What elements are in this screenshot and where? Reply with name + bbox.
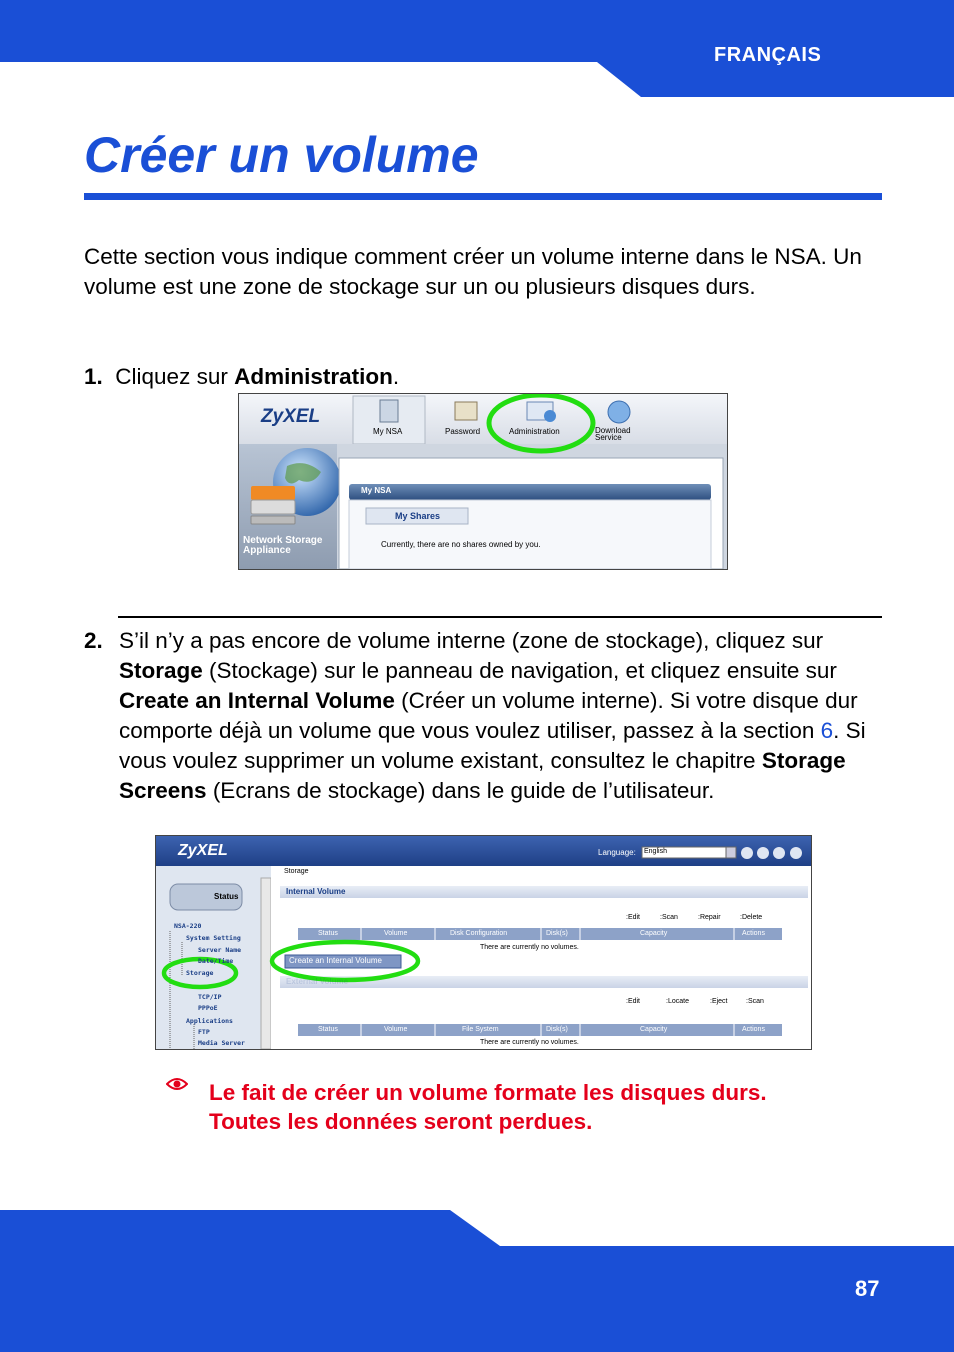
col-disks: Disk(s) xyxy=(546,1026,568,1033)
section-external-volume: External Volume xyxy=(286,977,349,986)
screenshot-my-nsa xyxy=(238,393,728,570)
tree-system-setting[interactable]: System Setting xyxy=(186,934,241,942)
legend-scan: :Scan xyxy=(660,914,678,921)
col-disks: Disk(s) xyxy=(546,930,568,937)
step-bold: Storage xyxy=(119,658,203,683)
panel-title: My NSA xyxy=(361,486,392,495)
shares-message: Currently, there are no shares owned by you. xyxy=(381,540,541,549)
side-label: Network Storage Appliance xyxy=(243,535,323,556)
step-text: (Créer un volume interne). Si votre disque dur comporte déjà un volume que vous voulez utiliser, passez à la section xyxy=(119,688,858,743)
col-disk-configuration: Disk Configuration xyxy=(450,930,508,937)
col-volume: Volume xyxy=(384,1026,408,1033)
step-text: S’il n’y a pas encore de volume interne (zone de stockage), cliquez sur xyxy=(119,628,824,653)
screenshot-storage xyxy=(155,835,812,1050)
step-text: (Ecrans de stockage) dans le guide de l’utilisateur. xyxy=(206,778,715,803)
tree-media-server[interactable]: Media Server xyxy=(198,1039,245,1047)
tree-storage[interactable]: Storage xyxy=(186,969,214,977)
create-volume-button[interactable]: Create an Internal Volume xyxy=(289,956,382,965)
warning-note: Le fait de créer un volume formate les disques durs. Toutes les données seront perdues. xyxy=(209,1080,767,1134)
section-internal-volume: Internal Volume xyxy=(286,887,346,896)
step-text: (Stockage) sur le panneau de navigation, et cliquez ensuite sur xyxy=(202,658,837,683)
screenshot-2-graphic xyxy=(156,836,811,1049)
section-link[interactable]: 6 xyxy=(820,718,834,743)
step-number: 2. xyxy=(84,628,103,653)
zyxel-logo: ZyXEL xyxy=(261,406,321,427)
step-1 xyxy=(84,362,399,392)
step-bold: Create an Internal Volume xyxy=(119,688,395,713)
tree-ftp[interactable]: FTP xyxy=(198,1028,210,1036)
tree-date-time[interactable]: Date/Time xyxy=(198,957,234,965)
legend-edit: :Edit xyxy=(626,998,641,1005)
breadcrumb: Storage xyxy=(284,868,309,875)
empty-message: There are currently no volumes. xyxy=(480,1039,579,1046)
title-rule xyxy=(84,193,882,200)
legend-delete: :Delete xyxy=(740,914,763,921)
step-text: Cliquez sur xyxy=(115,364,235,389)
tree-tcp-ip[interactable]: TCP/IP xyxy=(198,993,222,1001)
col-file-system: File System xyxy=(462,1026,499,1033)
legend-edit: :Edit xyxy=(626,914,641,921)
legend-eject: :Eject xyxy=(710,998,728,1005)
empty-message: There are currently no volumes. xyxy=(480,944,579,951)
zyxel-logo: ZyXEL xyxy=(178,842,228,859)
language-select[interactable]: English xyxy=(644,848,667,855)
separator-rule xyxy=(118,616,882,618)
tab-password[interactable]: Password xyxy=(445,427,481,436)
step-text: . xyxy=(392,364,400,389)
tree-root[interactable]: NSA-220 xyxy=(174,922,202,930)
col-actions: Actions xyxy=(742,1026,765,1033)
tab-download-service[interactable]: Download Service xyxy=(595,426,631,442)
step-bold: Storage Screens xyxy=(119,748,846,803)
legend-scan: :Scan xyxy=(746,998,764,1005)
step-number: 1. xyxy=(84,364,103,389)
col-status: Status xyxy=(318,1026,338,1033)
step-bold: Administration xyxy=(234,364,393,389)
tree-server-name[interactable]: Server Name xyxy=(198,946,242,954)
legend-locate: :Locate xyxy=(666,998,689,1005)
step-text: . Si vous voulez supprimer un volume existant, consultez le chapitre xyxy=(119,718,866,773)
col-volume: Volume xyxy=(384,930,408,937)
language-label: Language: xyxy=(598,848,636,857)
col-capacity: Capacity xyxy=(640,930,668,937)
eye-icon xyxy=(166,1076,188,1092)
page-title: Créer un volume xyxy=(84,127,479,183)
tab-my-nsa[interactable]: My NSA xyxy=(373,427,403,436)
tree-applications[interactable]: Applications xyxy=(186,1017,233,1025)
step-2 xyxy=(119,626,889,806)
language-label: FRANÇAIS xyxy=(714,44,822,66)
col-actions: Actions xyxy=(742,930,765,937)
tab-administration[interactable]: Administration xyxy=(509,427,560,436)
col-status: Status xyxy=(318,930,338,937)
intro-paragraph: Cette section vous indique comment créer un volume interne dans le NSA. Un volume est une zone de stockage sur un ou plusieurs disques durs. xyxy=(84,244,862,299)
page-number: 87 xyxy=(855,1276,880,1301)
footer-band xyxy=(0,1210,954,1352)
status-button[interactable]: Status xyxy=(214,892,239,901)
col-capacity: Capacity xyxy=(640,1026,668,1033)
legend-repair: :Repair xyxy=(698,914,721,921)
tree-pppoe[interactable]: PPPoE xyxy=(198,1004,218,1012)
tab-my-shares[interactable]: My Shares xyxy=(395,511,441,521)
